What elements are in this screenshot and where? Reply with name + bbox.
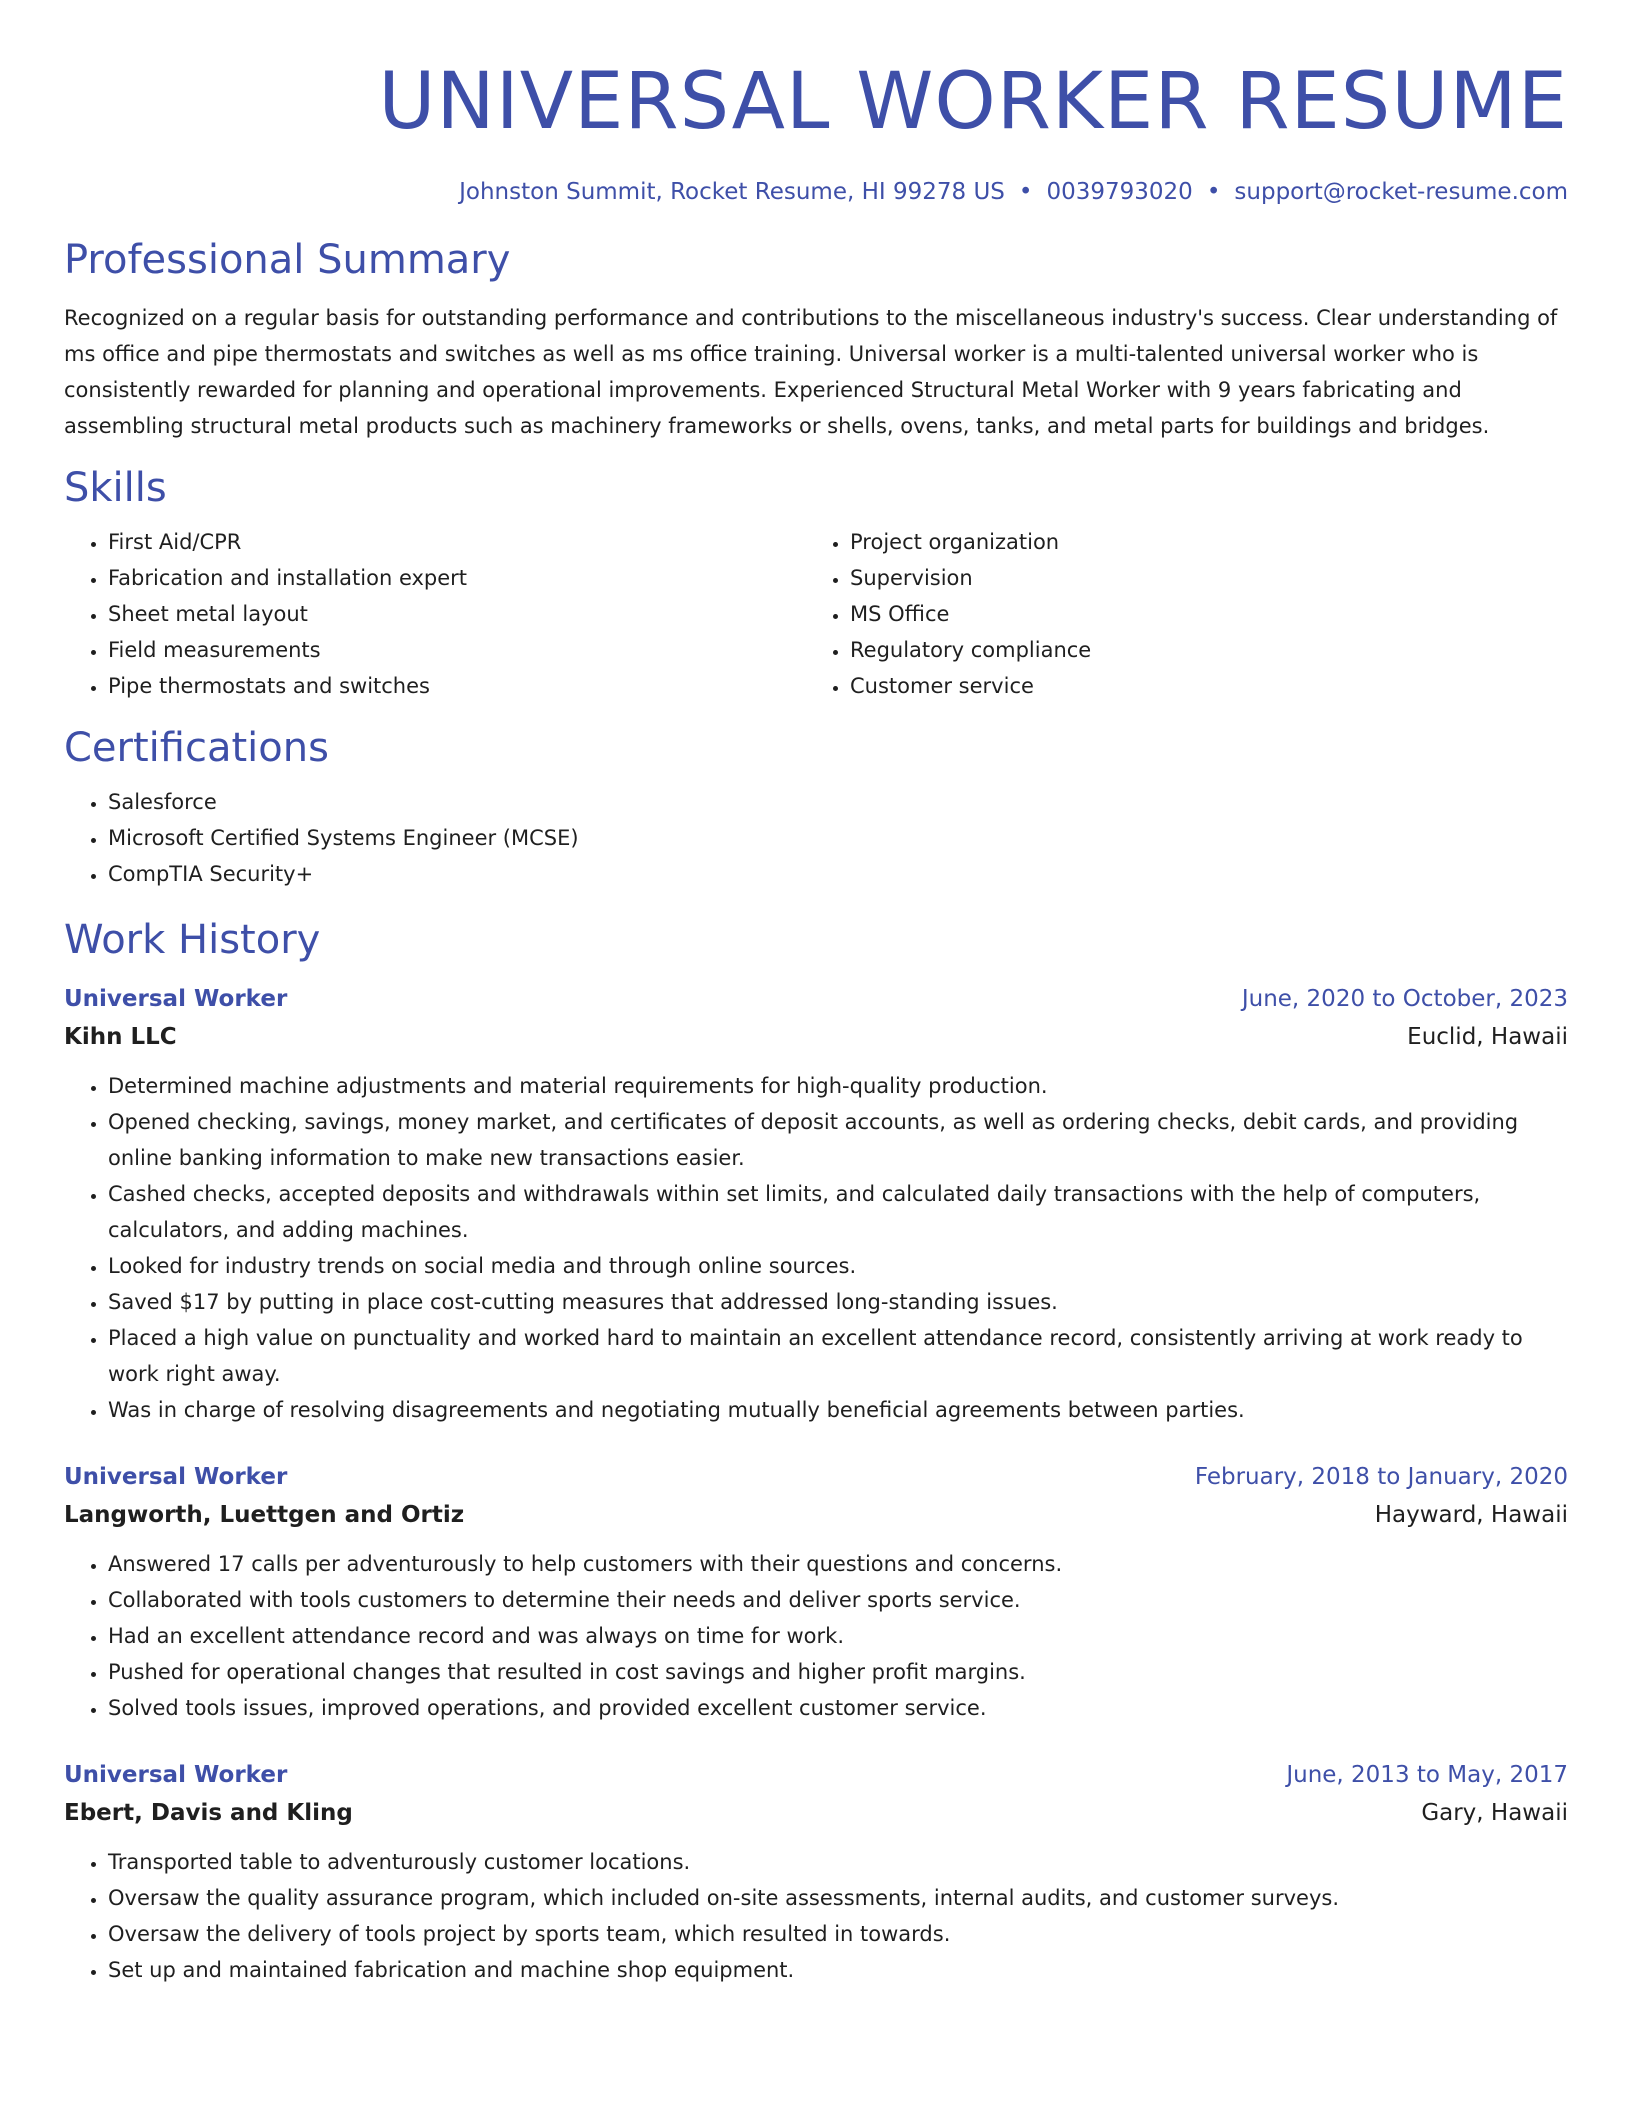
- job-dates: February, 2018 to January, 2020: [1194, 1464, 1568, 1490]
- job-title-row: [64, 980, 1568, 1018]
- job-bullet: • Was in charge of resolving disagreements and negotiating mutually beneficial agreements between parties.: [108, 1392, 1568, 1428]
- job-bullet: • Oversaw the delivery of tools project by sports team, which resulted in towards.: [108, 1916, 1568, 1952]
- certifications-list: [64, 784, 1568, 892]
- skills-column-right: [806, 524, 1548, 704]
- job-bullet: • Pushed for operational changes that resulted in cost savings and higher profit margins.: [108, 1654, 1568, 1690]
- contact-line: [64, 176, 1568, 208]
- job-bullet: • Looked for industry trends on social media and through online sources.: [108, 1248, 1568, 1284]
- skills-list-left: [64, 524, 806, 704]
- skill-item: • First Aid/CPR: [108, 524, 806, 560]
- job-company: Langworth, Luettgen and Ortiz: [64, 1502, 465, 1528]
- job-location: Euclid, Hawaii: [1407, 1024, 1568, 1050]
- job-bullet: • Solved tools issues, improved operations, and provided excellent customer service.: [108, 1690, 1568, 1726]
- skill-item: • MS Office: [850, 596, 1548, 632]
- job-bullet: • Had an excellent attendance record and was always on time for work.: [108, 1618, 1568, 1654]
- job-bullet: • Saved $17 by putting in place cost-cutting measures that addressed long-standing issues.: [108, 1284, 1568, 1320]
- skills-list-right: [806, 524, 1548, 704]
- job-bullet: • Collaborated with tools customers to determine their needs and deliver sports service.: [108, 1582, 1568, 1618]
- job-company-row: [64, 1794, 1568, 1832]
- job-title-row: [64, 1458, 1568, 1496]
- section-title-skills: Skills: [64, 465, 167, 511]
- job-location: Gary, Hawaii: [1421, 1800, 1568, 1826]
- certification-item: • CompTIA Security+: [108, 856, 1568, 892]
- job-title-row: [64, 1756, 1568, 1794]
- contact-address: Johnston Summit, Rocket Resume, HI 99278 US: [459, 179, 1005, 205]
- job-bullet-list: [64, 1068, 1568, 1428]
- skill-item: • Pipe thermostats and switches: [108, 668, 806, 704]
- job-bullet-list: [64, 1546, 1568, 1726]
- skills-section: [64, 462, 1568, 704]
- skills-column-left: [64, 524, 806, 704]
- work-history-section: [64, 914, 1568, 1988]
- job-dates: June, 2020 to October, 2023: [1241, 986, 1568, 1012]
- job-title: Universal Worker: [64, 986, 288, 1012]
- job-bullet: • Set up and maintained fabrication and machine shop equipment.: [108, 1952, 1568, 1988]
- job-company-row: [64, 1496, 1568, 1534]
- job-bullet: • Opened checking, savings, money market, and certificates of deposit accounts, as well as ordering checks, debit cards, and providing online banking information to make new transactions easier.: [108, 1104, 1568, 1176]
- section-title-certifications: Certifications: [64, 725, 329, 771]
- resume-header: [64, 0, 1568, 208]
- job-bullet-list: [64, 1844, 1568, 1988]
- section-title-work-history: Work History: [64, 917, 321, 963]
- job-bullet: • Placed a high value on punctuality and worked hard to maintain an excellent attendance record, consistently arriving at work ready to work right away.: [108, 1320, 1568, 1392]
- section-title-summary: Professional Summary: [64, 237, 511, 283]
- job-entry: [64, 1458, 1568, 1726]
- job-company: Ebert, Davis and Kling: [64, 1800, 353, 1826]
- job-bullet: • Cashed checks, accepted deposits and withdrawals within set limits, and calculated daily transactions with the help of computers, calculators, and adding machines.: [108, 1176, 1568, 1248]
- skills-grid: [64, 524, 1568, 704]
- job-bullet: • Oversaw the quality assurance program, which included on-site assessments, internal audits, and customer surveys.: [108, 1880, 1568, 1916]
- job-location: Hayward, Hawaii: [1374, 1502, 1568, 1528]
- certifications-section: [64, 722, 1568, 892]
- contact-email[interactable]: support@rocket-resume.com: [1234, 179, 1568, 205]
- job-bullet: • Answered 17 calls per adventurously to help customers with their questions and concerns.: [108, 1546, 1568, 1582]
- job-entry: [64, 1756, 1568, 1988]
- skill-item: • Supervision: [850, 560, 1548, 596]
- job-bullet: • Transported table to adventurously customer locations.: [108, 1844, 1568, 1880]
- contact-separator: •: [1018, 179, 1033, 205]
- contact-phone: 0039793020: [1046, 179, 1193, 205]
- certification-item: • Microsoft Certified Systems Engineer (MCSE): [108, 820, 1568, 856]
- summary-section: [64, 234, 1568, 444]
- job-bullet: • Determined machine adjustments and material requirements for high-quality production.: [108, 1068, 1568, 1104]
- summary-text: Recognized on a regular basis for outstanding performance and contributions to the miscellaneous industry's success. Clear understanding of ms office and pipe thermostats and switches as well as ms office training. Universal worker is a multi-talented universal worker who is consistently rewarded for planning and operational improvements. Experienced Structural Metal Worker with 9 years fabricating and assembling structural metal products such as machinery frameworks or shells, ovens, tanks, and metal parts for buildings and bridges.: [64, 306, 1558, 438]
- job-company-row: [64, 1018, 1568, 1056]
- skill-item: • Project organization: [850, 524, 1548, 560]
- job-title: Universal Worker: [64, 1464, 288, 1490]
- skill-item: • Fabrication and installation expert: [108, 560, 806, 596]
- job-company: Kihn LLC: [64, 1024, 177, 1050]
- skill-item: • Sheet metal layout: [108, 596, 806, 632]
- contact-separator: •: [1206, 179, 1221, 205]
- job-dates: June, 2013 to May, 2017: [1286, 1762, 1568, 1788]
- skill-item: • Regulatory compliance: [850, 632, 1548, 668]
- skill-item: • Customer service: [850, 668, 1548, 704]
- skill-item: • Field measurements: [108, 632, 806, 668]
- certification-item: • Salesforce: [108, 784, 1568, 820]
- resume-name: UNIVERSAL WORKER RESUME: [378, 57, 1568, 147]
- job-entry: [64, 980, 1568, 1428]
- job-title: Universal Worker: [64, 1762, 288, 1788]
